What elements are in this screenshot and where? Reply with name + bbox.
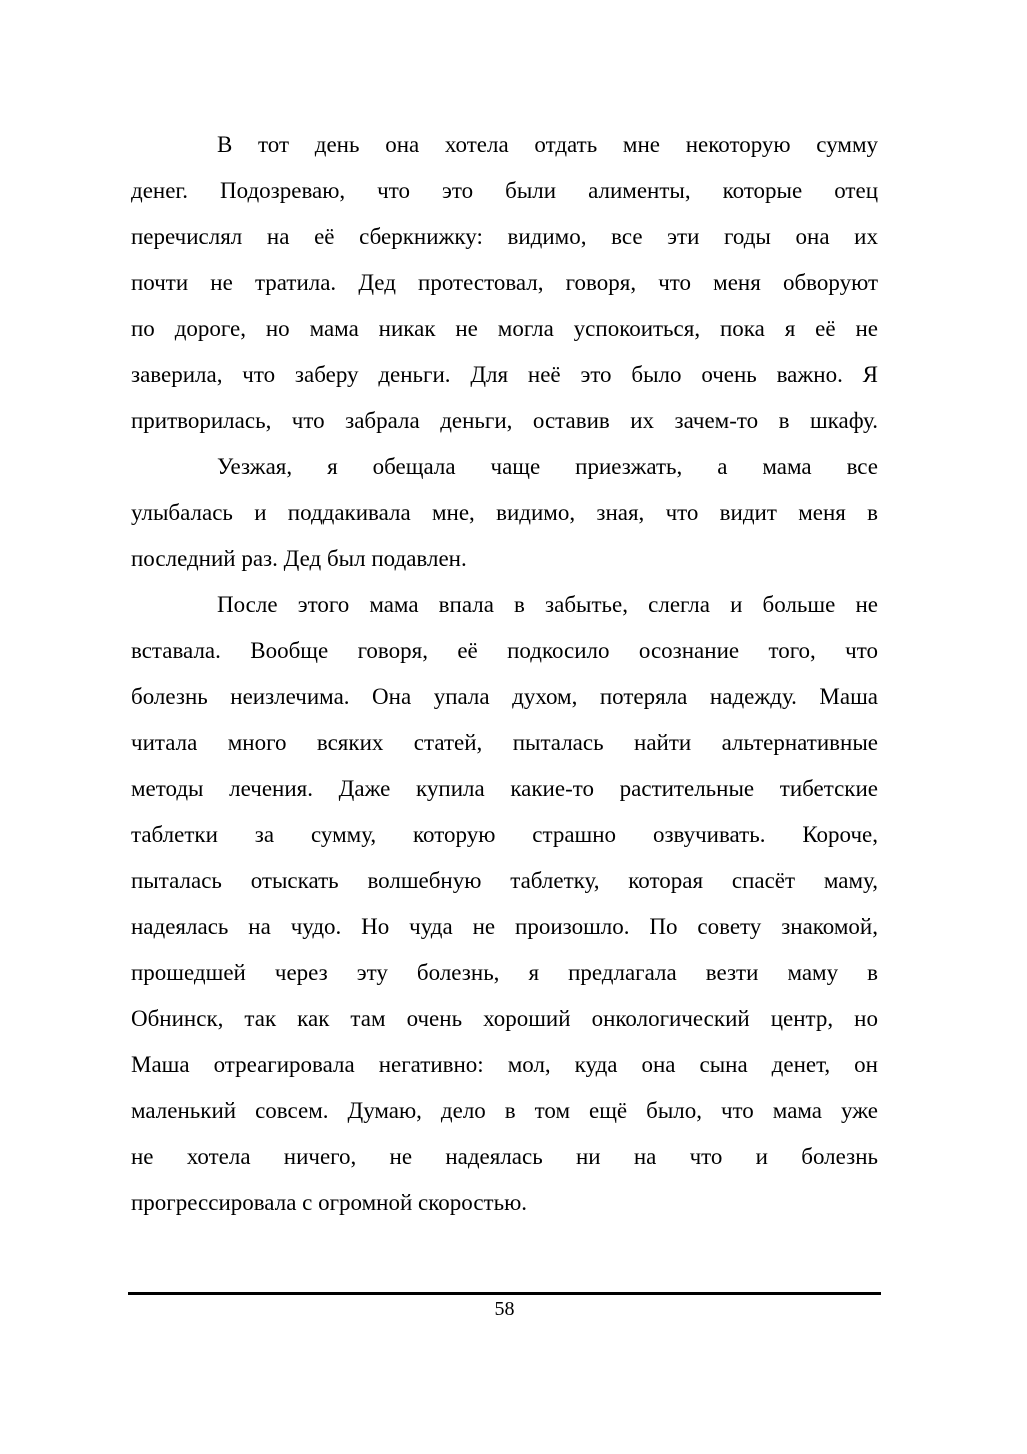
- text-line: перечислял на её сберкнижку: видимо, все эти годы она их: [131, 224, 878, 249]
- text-line: притворилась, что забрала деньги, оставив их зачем-то в шкафу.: [131, 408, 878, 433]
- text-line: прогрессировала с огромной скоростью.: [131, 1190, 527, 1215]
- text-line: Обнинск, так как там очень хороший онкологический центр, но: [131, 1006, 878, 1031]
- text-line: надеялась на чудо. Но чуда не произошло. По совету знакомой,: [131, 914, 878, 939]
- page-footer: [128, 1292, 881, 1321]
- text-line: пыталась отыскать волшебную таблетку, которая спасёт маму,: [131, 868, 878, 893]
- text-line: болезнь неизлечима. Она упала духом, потеряла надежду. Маша: [131, 684, 878, 709]
- page-number: 58: [494, 1298, 515, 1320]
- text-line: по дороге, но мама никак не могла успокоиться, пока я её не: [131, 316, 878, 341]
- text-line: читала много всяких статей, пыталась найти альтернативные: [131, 730, 878, 755]
- body-text: [131, 122, 878, 1226]
- text-line: В тот день она хотела отдать мне некоторую сумму: [217, 132, 878, 157]
- text-line: почти не тратила. Дед протестовал, говоря, что меня обворуют: [131, 270, 878, 295]
- text-line: Маша отреагировала негативно: мол, куда она сына денет, он: [131, 1052, 878, 1077]
- text-line: После этого мама впала в забытье, слегла и больше не: [217, 592, 878, 617]
- text-line: таблетки за сумму, которую страшно озвучивать. Короче,: [131, 822, 878, 847]
- text-line: Уезжая, я обещала чаще приезжать, а мама все: [217, 454, 878, 479]
- text-line: последний раз. Дед был подавлен.: [131, 546, 467, 571]
- paragraph: [131, 122, 878, 444]
- text-line: денег. Подозреваю, что это были алименты, которые отец: [131, 178, 878, 203]
- text-line: вставала. Вообще говоря, её подкосило осознание того, что: [131, 638, 878, 663]
- text-line: прошедшей через эту болезнь, я предлагала везти маму в: [131, 960, 878, 985]
- text-line: не хотела ничего, не надеялась ни на что и болезнь: [131, 1144, 878, 1169]
- paragraph: [131, 582, 878, 1226]
- footer-divider: [128, 1292, 881, 1295]
- text-line: методы лечения. Даже купила какие-то растительные тибетские: [131, 776, 878, 801]
- text-line: маленький совсем. Думаю, дело в том ещё было, что мама уже: [131, 1098, 878, 1123]
- paragraph: [131, 444, 878, 582]
- text-line: улыбалась и поддакивала мне, видимо, зная, что видит меня в: [131, 500, 878, 525]
- text-line: заверила, что заберу деньги. Для неё это было очень важно. Я: [131, 362, 878, 387]
